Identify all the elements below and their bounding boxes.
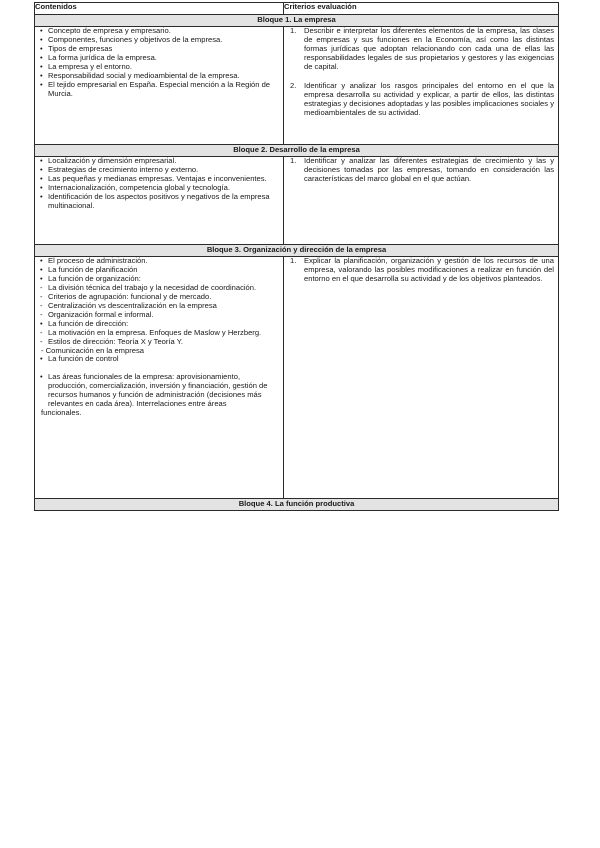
block-1-title-row [35,15,559,27]
block-3-row [35,257,559,499]
content-item: • Estrategias de crecimiento interno y externo. [39,166,281,175]
criterion-text: Identificar y analizar las diferentes estrategias de crecimiento y las y decisiones tomadas por las empresas, tomando en consideración las características del marco global en el que actúan. [304,156,554,183]
criterion-item [290,27,554,72]
criterion-text: Explicar la planificación, organización y gestión de los recursos de una empresa, valorando las posibles modificaciones a realizar en función del entorno en el que desarrolla su actividad y de los objetivos planteados. [304,256,554,283]
block-3-title: Bloque 3. Organización y dirección de la empresa [35,245,559,257]
criterion-item [290,157,554,184]
content-item: • Internacionalización, competencia global y tecnología. [39,184,281,193]
content-item: • La función de dirección: [39,320,281,329]
criterion-number: 1. [290,256,297,265]
block-2-contents [35,157,284,245]
criterion-text: Identificar y analizar los rasgos principales del entorno en el que la empresa desarrolla su actividad y explicar, a partir de ellos, las distintas estrategias y decisiones adoptadas y las posibles implicaciones sociales y medioambientales de su actividad. [304,80,554,117]
content-item: • Identificación de los aspectos positivos y negativos de la empresa multinacional. [39,193,281,211]
content-subitem: - La motivación en la empresa. Enfoques de Maslow y Herzberg. [39,329,281,338]
block-1-criteria [284,27,559,145]
block-4-title-row [35,499,559,511]
document-page [34,2,558,511]
block-2-title: Bloque 2. Desarrollo de la empresa [35,145,559,157]
curriculum-table [34,2,559,511]
content-subitem: - Estilos de dirección: Teoría X y Teoría Y. [39,338,281,347]
content-item: • Componentes, funciones y objetivos de la empresa. [39,36,281,45]
table-header-row [35,3,559,15]
content-subitem: - Comunicación en la empresa [41,345,144,355]
content-item: • La forma jurídica de la empresa. [39,54,281,63]
content-item-continuation: funcionales. [41,408,82,418]
content-item: • Concepto de empresa y empresario. [39,27,281,36]
criterion-text: Describir e interpretar los diferentes elementos de la empresa, las clases de empresas y sus funciones en la Economía, así como las distintas formas jurídicas que adoptan relacionando con cada una de ellas las responsabilidades legales de sus propietarios y gestores y las exigencias de capital. [304,26,554,71]
content-item: • La función de control [39,355,281,364]
criterion-item [290,257,554,284]
content-item: • La función de planificación [39,266,281,275]
header-contenidos: Contenidos [35,3,284,15]
content-item: • El tejido empresarial en España. Especial mención a la Región de Murcia. [39,81,281,99]
content-item: • La empresa y el entorno. [39,63,281,72]
content-subitem: - Criterios de agrupación: funcional y de mercado. [39,293,281,302]
block-4-title: Bloque 4. La función productiva [35,499,559,511]
block-1-title: Bloque 1. La empresa [35,15,559,27]
content-item: • La función de organización: [39,275,281,284]
content-item: • Las áreas funcionales de la empresa: aprovisionamiento, producción, comercialización, inversión y financiación, gestión de recursos humanos y función de administración (decisiones más relevantes en cada área). Interrelaciones entre áreas [39,373,281,409]
block-2-title-row [35,145,559,157]
content-item: • El proceso de administración. [39,257,281,266]
block-3-title-row [35,245,559,257]
content-item: • Las pequeñas y medianas empresas. Ventajas e inconvenientes. [39,175,281,184]
block-2-criteria [284,157,559,245]
content-item: • Localización y dimensión empresarial. [39,157,281,166]
content-subitem: - Organización formal e informal. [39,311,281,320]
criterion-item [290,82,554,118]
content-item: • Tipos de empresas [39,45,281,54]
criterion-number: 2. [290,80,297,90]
criterion-number: 1. [290,156,297,165]
content-item: • Responsabilidad social y medioambiental de la empresa. [39,72,281,81]
block-2-row [35,157,559,245]
block-1-contents [35,27,284,145]
content-subitem: - Centralización vs descentralización en la empresa [39,302,281,311]
criterion-number: 1. [290,26,297,35]
block-3-contents [35,257,284,499]
content-subitem: - La división técnica del trabajo y la necesidad de coordinación. [39,284,281,293]
header-criterios: Criterios evaluación [284,3,559,15]
block-1-row [35,27,559,145]
block-3-criteria [284,257,559,499]
